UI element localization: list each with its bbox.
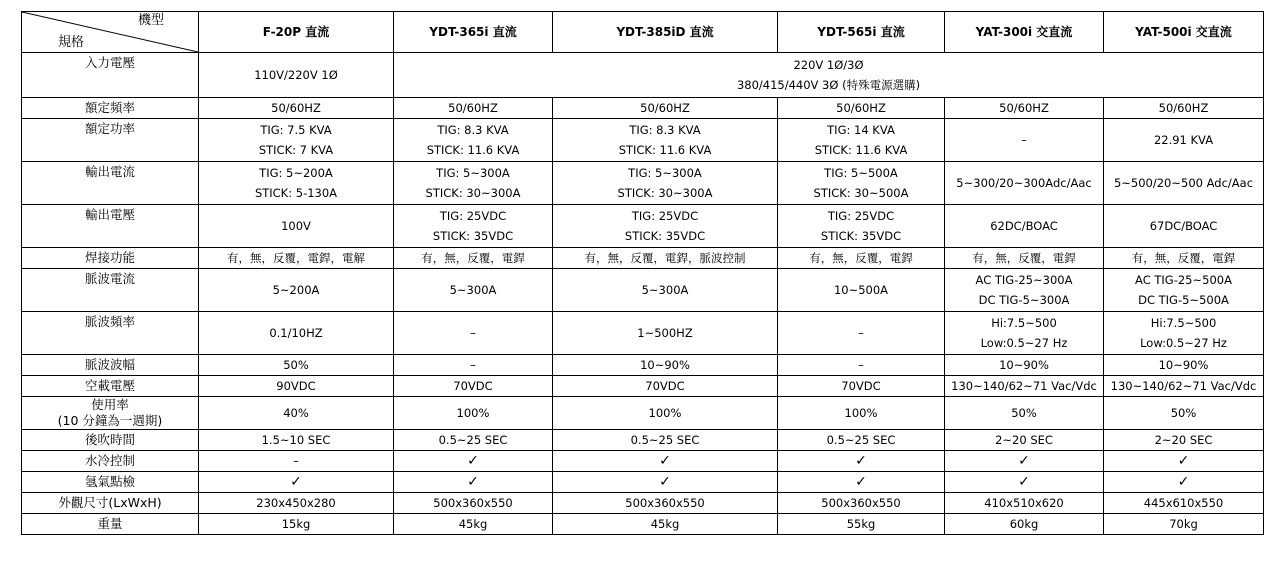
checkmark-icon: ✓ [290,474,302,490]
cell-line: 220V 1Ø/3Ø [793,58,864,72]
table-cell [778,312,945,355]
table-cell [199,269,394,312]
row-label-line: 氬氣點檢 [84,474,135,489]
cell-line: STICK: 11.6 KVA [814,143,908,157]
table-cell [945,397,1104,430]
cell-line: 380/415/440V 3Ø (特殊電源選購) [736,78,921,92]
table-cell [1104,430,1264,451]
cell-line: 67DC/BOAC [1149,219,1218,233]
table-row [22,451,1264,472]
row-label [22,205,199,248]
cell-line: 有，無，反覆，電銲 [1131,251,1236,265]
cell-line: TIG: 5~300A [628,166,702,180]
cell-line: 50/60HZ [271,101,321,115]
table-cell [778,248,945,269]
header-row [22,12,1264,53]
table-cell [945,269,1104,312]
cell-line: TIG: 5~200A [259,166,333,180]
cell-line: 45kg [458,517,488,531]
checkmark-icon: ✓ [1177,453,1190,469]
table-cell [199,451,394,472]
cell-line: 445x610x550 [1143,496,1224,510]
cell-line: 有，無，反覆，電銲，脈波控制 [584,251,746,265]
table-row [22,98,1264,119]
cell-line: TIG: 5~500A [824,166,898,180]
table-cell [553,376,778,397]
cell-line: DC TIG-5~300A [978,293,1070,307]
table-cell [945,98,1104,119]
table-cell [199,248,394,269]
row-label [22,430,199,451]
row-label-line: 外觀尺寸(LxWxH) [58,495,162,510]
checkmark-icon: ✓ [855,474,867,490]
cell-line: 2~20 SEC [995,433,1053,447]
table-cell [394,355,553,376]
corner-cell [22,12,199,53]
table-cell [394,493,553,514]
cell-line: STICK: 35VDC [820,229,902,243]
cell-line: – [470,326,476,340]
cell-line: 70kg [1169,517,1198,531]
table-cell [778,119,945,162]
table-cell [199,355,394,376]
table-row [22,119,1264,162]
table-cell [553,269,778,312]
cell-line: 50% [1170,406,1197,420]
table-cell [394,269,553,312]
table-cell [778,162,945,205]
table-cell [945,376,1104,397]
table-row [22,355,1264,376]
row-label-line: 重量 [97,516,123,531]
cell-line: 130~140/62~71 Vac/Vdc [951,379,1097,393]
row-label-line: 後吹時間 [84,432,135,447]
table-row [22,472,1264,493]
cell-line: 5~300A [641,283,689,297]
cell-line: 22.91 KVA [1153,133,1214,147]
spec-body [22,53,1264,535]
table-cell [199,430,394,451]
table-cell [1104,312,1264,355]
table-cell [199,514,394,535]
cell-line: 100% [844,406,878,420]
table-cell [945,430,1104,451]
table-cell [553,355,778,376]
cell-line: AC TIG-25~500A [1135,273,1232,287]
table-cell [394,514,553,535]
checkmark-icon: ✓ [659,474,671,490]
table-cell [1104,514,1264,535]
cell-line: 500x360x550 [625,496,705,510]
table-cell [1104,493,1264,514]
cell-line: 70VDC [841,379,881,393]
cell-line: Low:0.5~27 Hz [980,336,1068,350]
cell-line: TIG: 8.3 KVA [629,123,701,137]
cell-line: – [858,326,864,340]
table-cell [553,312,778,355]
table-cell [778,269,945,312]
table-cell [394,98,553,119]
cell-line: 50% [1011,406,1037,420]
cell-line: 130~140/62~71 Vac/Vdc [1110,379,1257,393]
model-header: YAT-300i 交直流 [945,12,1104,53]
table-cell [778,376,945,397]
table-cell [1104,472,1264,493]
model-header: F-20P 直流 [199,12,394,53]
cell-line: 230x450x280 [256,496,336,510]
table-row [22,312,1264,355]
table-cell [394,472,553,493]
cell-line: Low:0.5~27 Hz [1140,336,1227,350]
table-cell [394,162,553,205]
table-cell [778,397,945,430]
table-cell [778,430,945,451]
spec-table [21,11,1264,535]
table-cell [199,376,394,397]
table-row [22,376,1264,397]
row-label-line: 焊接功能 [84,250,135,265]
cell-line: 410x510x620 [984,496,1064,510]
model-header: YDT-565i 直流 [778,12,945,53]
cell-line: 50/60HZ [448,101,498,115]
table-cell [945,119,1104,162]
cell-line: 10~90% [999,358,1049,372]
checkmark-icon: ✓ [1177,474,1190,490]
table-cell [945,205,1104,248]
cell-line: 有，無，反覆，電銲 [972,251,1076,265]
table-cell [1104,162,1264,205]
row-label [22,119,199,162]
cell-line: TIG: 25VDC [439,209,507,223]
cell-line: 15kg [281,517,311,531]
row-label [22,98,199,119]
table-cell [1104,205,1264,248]
cell-line: 5~200A [272,283,320,297]
cell-line: 500x360x550 [821,496,901,510]
table-cell [945,248,1104,269]
row-label-line: 空載電壓 [84,378,135,393]
cell-line: 62DC/BOAC [990,219,1058,233]
table-cell [199,162,394,205]
table-cell [394,205,553,248]
cell-line: 90VDC [276,379,316,393]
table-cell [553,493,778,514]
row-label-line: 脈波電流 [84,271,135,286]
row-label [22,493,199,514]
table-cell [945,514,1104,535]
table-cell [553,205,778,248]
model-header: YAT-500i 交直流 [1104,12,1264,53]
cell-line: STICK: 35VDC [432,229,514,243]
cell-line: 2~20 SEC [1154,433,1213,447]
table-cell [945,472,1104,493]
cell-line: TIG: 25VDC [827,209,895,223]
table-cell [199,98,394,119]
table-cell [553,248,778,269]
table-row [22,514,1264,535]
cell-line: 有，無，反覆，電銲 [421,251,525,265]
table-cell [778,98,945,119]
row-label [22,514,199,535]
table-cell [945,355,1104,376]
table-row [22,248,1264,269]
row-label-line: 輸出電流 [84,164,135,179]
table-cell [778,451,945,472]
cell-line: STICK: 7 KVA [258,143,334,157]
cell-line: 0.5~25 SEC [826,433,896,447]
table-cell [945,493,1104,514]
cell-line: 100V [281,219,311,233]
table-row [22,205,1264,248]
table-cell [199,205,394,248]
row-label [22,355,199,376]
checkmark-icon: ✓ [855,453,867,469]
table-cell [394,376,553,397]
checkmark-icon: ✓ [659,453,671,469]
table-cell [945,162,1104,205]
table-cell [394,248,553,269]
cell-line: 有，無，反覆，電銲，電解 [227,251,365,265]
table-cell [553,119,778,162]
table-cell [945,451,1104,472]
table-cell [199,397,394,430]
table-cell [553,430,778,451]
cell-line: TIG: 25VDC [631,209,699,223]
table-cell [1104,269,1264,312]
table-cell [394,430,553,451]
row-label [22,312,199,355]
table-row [22,269,1264,312]
row-label-line: 脈波頻率 [84,314,135,329]
table-row [22,162,1264,205]
checkmark-icon: ✓ [467,453,479,469]
cell-line: 45kg [650,517,680,531]
cell-line: 55kg [846,517,876,531]
cell-line: 有，無，反覆，電銲 [809,251,913,265]
row-label [22,451,199,472]
row-label [22,162,199,205]
diagonal-line [22,12,198,52]
table-cell [394,451,553,472]
table-cell [1104,248,1264,269]
cell-line: 50% [283,358,309,372]
table-cell [199,472,394,493]
cell-line: 50/60HZ [836,101,886,115]
table-cell [553,472,778,493]
table-cell [553,98,778,119]
table-cell [394,53,1264,98]
table-cell [778,493,945,514]
table-cell: 110V/220V 1Ø [199,53,394,98]
cell-line: – [1021,133,1027,147]
table-cell [1104,376,1264,397]
row-label-line: 脈波波幅 [84,357,135,372]
table-cell [778,514,945,535]
cell-line: DC TIG-5~500A [1138,293,1229,307]
table-cell [553,451,778,472]
table-cell [394,397,553,430]
cell-line: 100% [456,406,490,420]
cell-line: 5~300/20~300Adc/Aac [956,176,1092,190]
cell-line: Hi:7.5~500 [1150,316,1217,330]
cell-line: STICK: 30~300A [425,186,521,200]
table-cell [1104,355,1264,376]
cell-line: TIG: 5~300A [436,166,510,180]
table-cell [553,397,778,430]
cell-line: 50/60HZ [640,101,690,115]
cell-line: TIG: 7.5 KVA [260,123,332,137]
table-cell [199,119,394,162]
cell-line: STICK: 35VDC [624,229,706,243]
table-cell [553,162,778,205]
table-cell [778,355,945,376]
row-label-line: 使用率 [91,397,129,412]
row-label-line: 額定頻率 [84,100,135,115]
cell-line: 40% [283,406,309,420]
cell-line: Hi:7.5~500 [991,316,1057,330]
table-cell [1104,397,1264,430]
cell-line: 5~500/20~500 Adc/Aac [1113,176,1254,190]
table-cell [199,312,394,355]
row-label-line: (10 分鐘為一週期) [57,413,163,428]
cell-line: – [293,454,299,468]
model-header: YDT-385iD 直流 [553,12,778,53]
row-label-line: 水冷控制 [84,453,135,468]
table-row [22,430,1264,451]
table-cell [1104,451,1264,472]
cell-line: STICK: 11.6 KVA [618,143,712,157]
cell-line: 50/60HZ [1158,101,1209,115]
cell-line: – [470,358,476,372]
cell-line: TIG: 8.3 KVA [437,123,509,137]
cell-line: 0.5~25 SEC [630,433,700,447]
table-cell [1104,98,1264,119]
cell-line: STICK: 30~500A [813,186,909,200]
table-cell [778,205,945,248]
cell-line: 60kg [1009,517,1039,531]
cell-line: TIG: 14 KVA [827,123,895,137]
row-label: 入力電壓 [22,53,199,98]
table-cell [394,119,553,162]
table-cell [199,493,394,514]
cell-line: 0.1/10HZ [269,326,323,340]
cell-line: 10~500A [833,283,889,297]
cell-line: STICK: 30~300A [617,186,713,200]
cell-line: 1.5~10 SEC [261,433,331,447]
checkmark-icon: ✓ [1018,453,1030,469]
corner-model-label: 機型 [137,13,164,28]
cell-line: 1~500HZ [637,326,693,340]
table-cell [945,312,1104,355]
cell-line: 0.5~25 SEC [438,433,508,447]
row-label [22,472,199,493]
cell-line: 5~300A [449,283,497,297]
cell-line: 10~90% [1158,358,1209,372]
table-cell [778,472,945,493]
cell-line: 100% [648,406,682,420]
corner-spec-label: 規格 [58,35,85,50]
model-header: YDT-365i 直流 [394,12,553,53]
row-label [22,248,199,269]
cell-line: 70VDC [453,379,493,393]
cell-line: 500x360x550 [433,496,513,510]
row-label-line: 額定功率 [84,121,135,136]
checkmark-icon: ✓ [1018,474,1030,490]
row-label-line: 輸出電壓 [84,207,135,222]
table-row [22,493,1264,514]
cell-line: 10~90% [640,358,690,372]
checkmark-icon: ✓ [467,474,479,490]
table-row [22,53,1264,98]
row-label [22,376,199,397]
row-label [22,397,199,430]
cell-line: AC TIG-25~300A [975,273,1073,287]
cell-line: STICK: 11.6 KVA [426,143,520,157]
cell-line: 50/60HZ [999,101,1049,115]
row-label [22,269,199,312]
table-cell [394,312,553,355]
cell-line: – [858,358,864,372]
cell-line: STICK: 5-130A [254,186,338,200]
cell-line: 70VDC [645,379,685,393]
table-cell [1104,119,1264,162]
table-row [22,397,1264,430]
table-cell [553,514,778,535]
